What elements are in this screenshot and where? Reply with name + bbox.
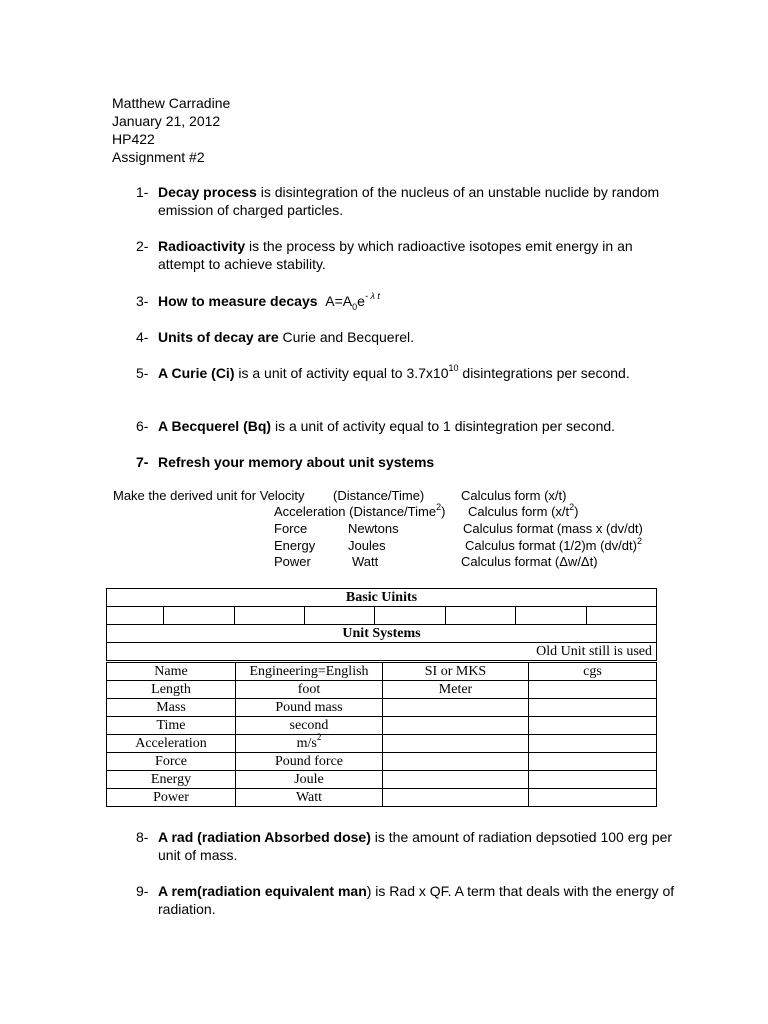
table-row — [107, 607, 657, 625]
derived-quantity: (Distance/Time) — [333, 488, 425, 503]
item-number: 2- — [136, 238, 149, 254]
document-date: January 21, 2012 — [112, 113, 221, 129]
table-note: Old Unit still is used — [107, 643, 657, 661]
item-body: is a unit of activity equal to 1 disintegration per second. — [271, 418, 616, 434]
derived-unit: Joules — [348, 538, 386, 553]
item-number: 6- — [136, 418, 149, 434]
item-number: 4- — [136, 329, 149, 345]
item-text — [158, 292, 678, 310]
item-term: A rad (radiation Absorbed dose) — [158, 829, 371, 845]
decay-formula: $A=A_0e^{- \lambda t}$ — [325, 291, 380, 312]
item-body: Curie and Becquerel. — [278, 329, 415, 345]
units-table — [106, 588, 657, 661]
column-header: SI or MKS — [383, 663, 529, 681]
table-header-row — [107, 663, 657, 681]
table-row: Energy Joule — [107, 771, 657, 789]
column-header: cgs — [529, 663, 657, 681]
item-text: A Curie (Ci) is a unit of activity equal to $3.7x10^{10}$ disintegrations per second. — [158, 363, 630, 381]
item-term: Radioactivity — [158, 238, 246, 254]
item-term: Refresh your memory about unit systems — [158, 454, 435, 470]
derived-intro: Make the derived unit for Velocity — [113, 488, 305, 503]
derived-calculus: Calculus format (mass x (dv/dt) — [463, 521, 643, 536]
assignment-title: Assignment #2 — [112, 149, 205, 165]
derived-calculus: Calculus format (1/2)m $(dv/dt)^2$ — [465, 535, 642, 553]
unit-systems-title: Unit Systems — [107, 625, 657, 643]
item-body: ) is Rad x QF. A term that deals with the energy of radiation. — [158, 883, 675, 917]
item-term: A rem(radiation equivalent man — [158, 883, 367, 899]
item-text — [158, 328, 678, 346]
course-code: HP422 — [112, 131, 155, 147]
item-body: is disintegration of the nucleus of an unstable nuclide by random emission of charged particles. — [158, 184, 660, 218]
table-row: Time second — [107, 717, 657, 735]
item-text — [158, 828, 678, 864]
item-number: 7- — [136, 454, 149, 470]
column-header: Engineering=English — [236, 663, 383, 681]
unit-systems-table — [106, 662, 657, 807]
item-term: How to measure decays — [158, 293, 318, 309]
item-body: is the amount of radiation depsotied 100 erg per unit of mass. — [158, 829, 673, 863]
derived-quantity: Acceleration (Distance/Time$^2$) — [274, 501, 446, 519]
item-term: Decay process — [158, 184, 257, 200]
table-row: Length foot Meter — [107, 681, 657, 699]
item-number: 3- — [136, 293, 149, 309]
item-text — [158, 882, 678, 918]
item-text — [158, 183, 678, 219]
derived-unit: Newtons — [348, 521, 399, 536]
item-number: 8- — [136, 829, 149, 845]
item-term: A Becquerel (Bq) — [158, 418, 272, 434]
item-number: 9- — [136, 883, 149, 899]
item-number: 5- — [136, 365, 149, 381]
derived-calculus: Calculus form (x/t) — [461, 488, 567, 503]
derived-calculus: Calculus form $(x/t^2)$ — [468, 501, 579, 519]
derived-calculus: Calculus format (Δw/Δt) — [461, 554, 598, 569]
derived-unit: Watt — [352, 554, 379, 569]
derived-quantity: Power — [274, 554, 311, 569]
table-row: Mass Pound mass — [107, 699, 657, 717]
table-row: Power Watt — [107, 789, 657, 807]
table-row: Force Pound force — [107, 753, 657, 771]
item-term: Units of decay are — [158, 329, 279, 345]
derived-quantity: Force — [274, 521, 308, 536]
item-number: 1- — [136, 184, 149, 200]
item-body: is the process by which radioactive isotopes emit energy in an attempt to achieve stability. — [158, 238, 633, 272]
author-name: Matthew Carradine — [112, 95, 231, 111]
table-title: Basic Uinits — [107, 589, 657, 607]
derived-quantity: Energy — [274, 538, 316, 553]
item-text — [158, 453, 678, 471]
table-row: Acceleration $m/s^2$ — [107, 735, 657, 753]
item-text — [158, 417, 678, 435]
item-text — [158, 237, 678, 273]
item-term: A Curie (Ci) — [158, 365, 235, 381]
column-header: Name — [107, 663, 236, 681]
